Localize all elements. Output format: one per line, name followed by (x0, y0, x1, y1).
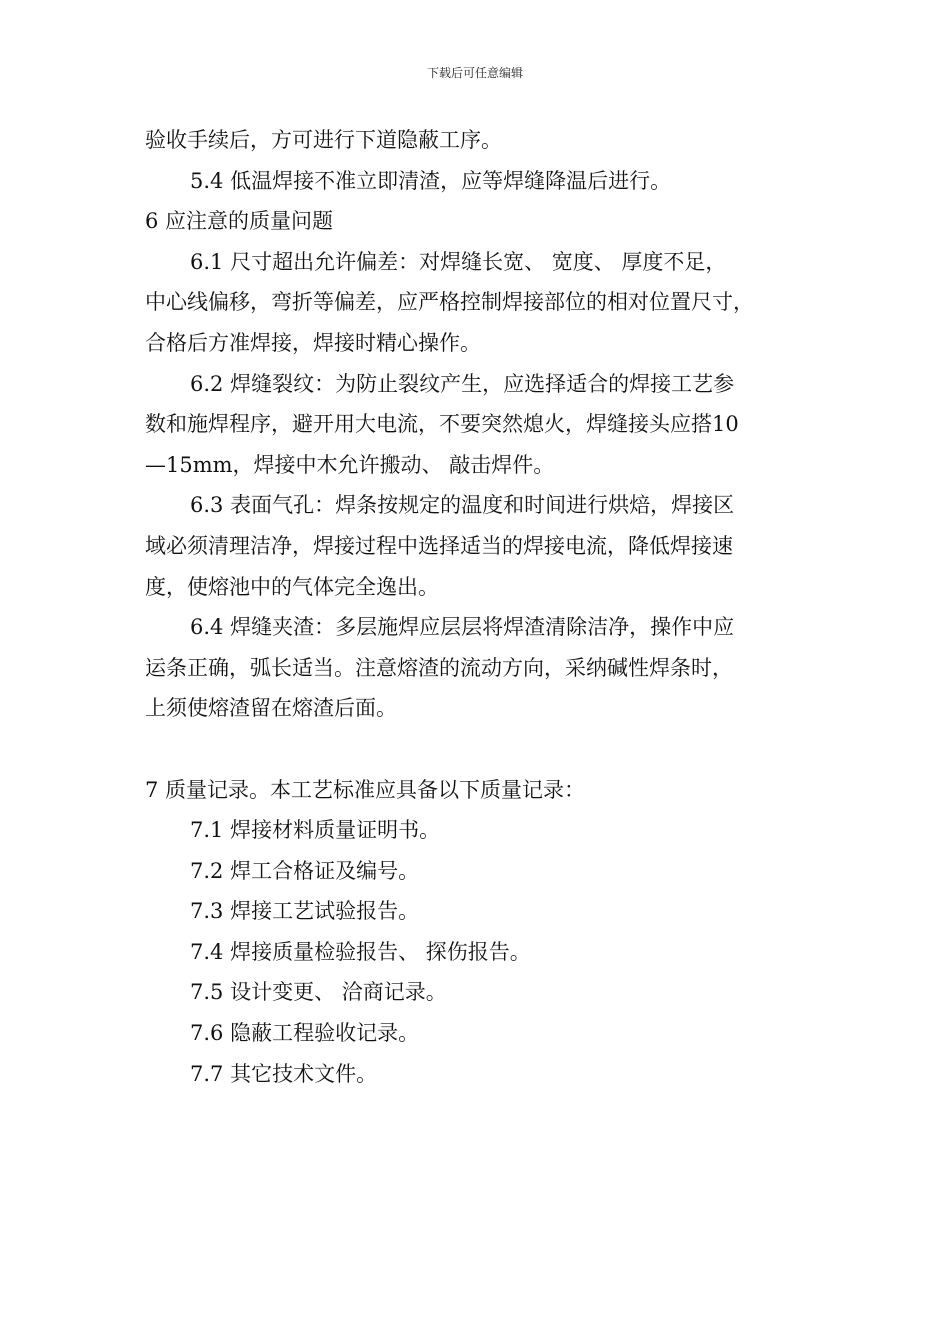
page-header: 下载后可任意编辑 (426, 66, 523, 80)
paragraph-line: 验收手续后，方可进行下道隐蔽工序。 (145, 128, 502, 152)
list-item: 7.1 焊接材料质量证明书。 (190, 818, 441, 843)
list-item: 7.4 焊接质量检验报告、 探伤报告。 (190, 939, 531, 964)
paragraph-line: 6.3 表面气孔：焊条按规定的温度和时间进行烘焙，焊接区 (190, 493, 735, 518)
paragraph-line: 上须使熔渣留在熔渣后面。 (145, 696, 397, 721)
paragraph-line: 数和施焊程序，避开用大电流，不要突然熄火，焊缝接头应搭10 (145, 412, 739, 437)
paragraph-line: 运条正确，弧长适当。注意熔渣的流动方向，采纳碱性焊条时， (145, 655, 733, 680)
section-heading: 6 应注意的质量问题 (145, 209, 334, 234)
paragraph-line: 6.2 焊缝裂纹：为防止裂纹产生，应选择适合的焊接工艺参 (190, 371, 735, 396)
blank-line (145, 729, 805, 770)
list-item: 7.5 设计变更、 洽商记录。 (190, 980, 447, 1005)
paragraph-line: —15mm，焊接中木允许搬动、 敲击焊件。 (145, 452, 555, 477)
paragraph-line: 6.4 焊缝夹渣：多层施焊应层层将焊渣清除洁净，操作中应 (190, 615, 735, 640)
paragraph-line: 度，使熔池中的气体完全逸出。 (145, 574, 439, 599)
paragraph-line: 域必须清理洁净，焊接过程中选择适当的焊接电流，降低焊接速 (145, 533, 733, 558)
paragraph-line: 合格后方准焊接，焊接时精心操作。 (145, 330, 481, 355)
section-heading: 7 质量记录。本工艺标准应具备以下质量记录： (145, 777, 586, 802)
list-item: 7.3 焊接工艺试验报告。 (190, 899, 420, 924)
list-item: 7.2 焊工合格证及编号。 (190, 858, 420, 883)
document-body (145, 120, 805, 1094)
paragraph-line: 5.4 低温焊接不准立即清渣，应等焊缝降温后进行。 (190, 168, 672, 193)
paragraph-line: 6.1 尺寸超出允许偏差：对焊缝长宽、 宽度、 厚度不足， (190, 249, 727, 274)
list-item: 7.6 隐蔽工程验收记录。 (190, 1021, 420, 1046)
paragraph-line: 中心线偏移，弯折等偏差，应严格控制焊接部位的相对位置尺寸， (145, 290, 754, 315)
list-item: 7.7 其它技术文件。 (190, 1061, 378, 1086)
